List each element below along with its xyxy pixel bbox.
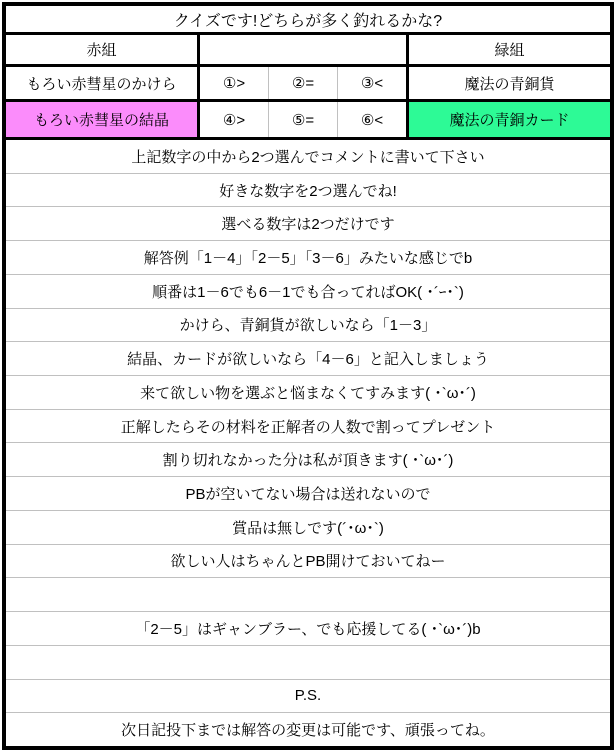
option-4-gt: ④> <box>200 102 269 137</box>
note-row-ps: P.S. <box>6 680 610 714</box>
note-row: 上記数字の中から2つ選んでコメントに書いて下さい <box>6 140 610 174</box>
page-title: クイズです!どちらが多く釣れるかな? <box>173 12 443 30</box>
option-5-eq: ⑤= <box>269 102 338 137</box>
quiz-row-crystal <box>6 102 610 140</box>
red-team-header: 赤組 <box>6 35 200 64</box>
note-row: 来て欲しい物を選ぶと悩まなくてすみます( ･`ω･´) <box>6 376 610 410</box>
note-row: 結晶、カードが欲しいなら「4－6」と記入しましょう <box>6 342 610 376</box>
green-item-card: 魔法の青銅カード <box>409 102 610 137</box>
note-row: 「2－5」はギャンブラー、でも応援してる( ･`ω･´)b <box>6 612 610 646</box>
note-row: 選べる数字は2つだけです <box>6 207 610 241</box>
green-item-coin: 魔法の青銅貨 <box>464 75 555 93</box>
note-row-empty <box>6 646 610 680</box>
option-2-eq: ②= <box>269 67 338 99</box>
team-header-row <box>6 35 610 67</box>
title-row <box>6 6 610 35</box>
answer-options-row-1 <box>200 67 409 99</box>
notes-section <box>6 140 610 746</box>
option-3-lt: ③< <box>360 75 384 92</box>
note-row: PBが空いてない場合は送れないので <box>6 477 610 511</box>
note-row: 解答例「1－4」「2－5」「3－6」みたいな感じでb <box>6 241 610 275</box>
note-row: 好きな数字を2つ選んでね! <box>6 174 610 208</box>
note-row-empty <box>6 578 610 612</box>
answer-options-row-2 <box>200 102 409 137</box>
note-row: 順番は1－6でも6－1でも合ってればOK( ･´ｰ･`) <box>6 275 610 309</box>
quiz-table <box>2 2 614 750</box>
green-team-header: 緑組 <box>494 42 525 59</box>
note-row: 賞品は無しです(´･ω･`) <box>6 511 610 545</box>
note-row: 割り切れなかった分は私が頂きます( ･`ω･´) <box>6 443 610 477</box>
note-row: 正解したらその材料を正解者の人数で割ってプレゼント <box>6 410 610 444</box>
quiz-row-fragment <box>6 67 610 102</box>
option-6-lt: ⑥< <box>360 111 384 129</box>
note-row: 次日記投下までは解答の変更は可能です、頑張ってね。 <box>121 722 495 740</box>
header-middle-empty <box>200 35 406 64</box>
header-middle-cell <box>200 35 409 64</box>
note-row: かけら、青銅貨が欲しいなら「1－3」 <box>6 309 610 343</box>
red-item-crystal: もろい赤彗星の結晶 <box>6 102 200 137</box>
note-row: 欲しい人はちゃんとPB開けておいてねー <box>6 545 610 579</box>
option-1-gt: ①> <box>200 67 269 99</box>
red-item-fragment: もろい赤彗星のかけら <box>6 67 200 99</box>
